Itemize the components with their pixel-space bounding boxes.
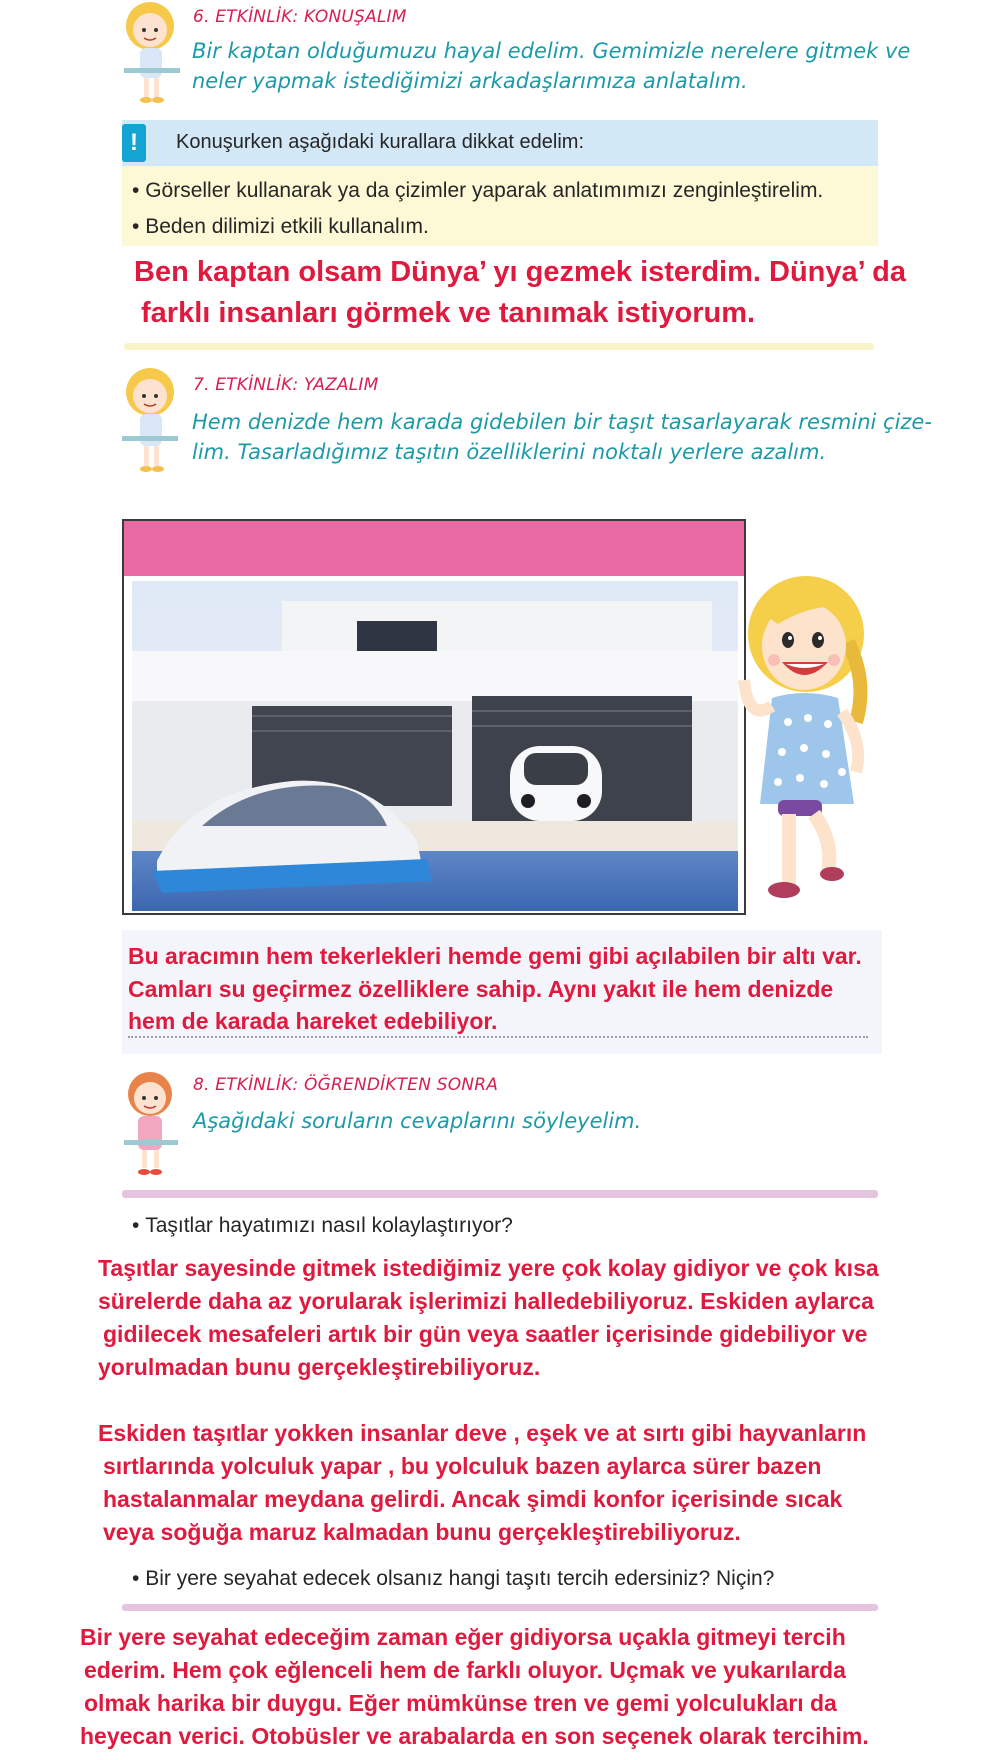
question2: • Bir yere seyahat edecek olsanız hangi taşıtı tercih edersiniz? Niçin? — [132, 1567, 775, 1590]
girl-mascot-icon — [116, 0, 186, 108]
pink-band — [124, 521, 744, 576]
activity7-title: 7. ETKİNLİK: YAZALIM — [193, 375, 379, 395]
girl-mascot-icon — [116, 366, 186, 478]
activity8-title: 8. ETKİNLİK: ÖĞRENDİKTEN SONRA — [193, 1075, 499, 1095]
answer1-line2: farklı insanları görmek ve tanımak istiyorum. — [141, 297, 756, 329]
answer2-line: Bu aracımın hem tekerlekleri hemde gemi gibi açılabilen bir altı var. — [128, 943, 862, 969]
vehicle-drawing-frame — [122, 519, 746, 915]
activity6-instruction-line2: neler yapmak istediğimizi arkadaşlarımıza anlatalım. — [192, 69, 748, 93]
activity8-instruction: Aşağıdaki soruların cevaplarını söyleyelim. — [193, 1109, 642, 1133]
answer4-line: Bir yere seyahat edeceğim zaman eğer gidiyorsa uçakla gitmeyi tercih — [80, 1624, 846, 1650]
answer4-line: heyecan verici. Otobüsler ve arabalarda en son seçenek olarak tercihim. — [80, 1723, 869, 1749]
dotted-writing-line — [128, 1036, 868, 1038]
question1-text: Taşıtlar hayatımızı nasıl kolaylaştırıyor? — [145, 1214, 513, 1237]
answer4-line: olmak harika bir duygu. Eğer mümkünse tren ve gemi yolculukları da — [84, 1690, 837, 1716]
activity7-instruction-line1: Hem denizde hem karada gidebilen bir taşıt tasarlayarak resmini çize- — [192, 410, 932, 434]
question1: • Taşıtlar hayatımızı nasıl kolaylaştırıyor? — [132, 1214, 513, 1237]
answer3-line: sürelerde daha az yorularak işlerimizi halledebiliyoruz. Eskiden aylarca — [98, 1288, 874, 1314]
rule-item-text: Görseller kullanarak ya da çizimler yaparak anlatımımızı zenginleştirelim. — [145, 179, 824, 202]
answer3-line: gidilecek mesafeleri artık bir gün veya saatler içerisinde gidebiliyor ve — [103, 1321, 868, 1347]
yellow-divider — [124, 343, 874, 350]
answer4-line: ederim. Hem çok eğlenceli hem de farklı oluyor. Uçmak ve yukarılarda — [84, 1657, 846, 1683]
amphibious-vehicle-photo — [132, 581, 738, 911]
pink-divider — [122, 1190, 878, 1198]
answer2-line: Camları su geçirmez özelliklere sahip. Aynı yakıt ile hem denizde — [128, 976, 834, 1002]
answer1-line1: Ben kaptan olsam Dünya’ yı gezmek isterdim. Dünya’ da — [134, 256, 906, 288]
rule-item: • Beden dilimizi etkili kullanalım. — [132, 215, 429, 238]
girl-character-icon — [738, 572, 874, 912]
answer3-line: veya soğuğa maruz kalmadan bunu gerçekleştirebiliyoruz. — [103, 1519, 741, 1545]
activity6-title: 6. ETKİNLİK: KONUŞALIM — [193, 7, 407, 27]
answer3-line: yorulmadan bunu gerçekleştirebiliyoruz. — [98, 1354, 541, 1380]
answer3-line: hastalanmalar meydana gelirdi. Ancak şimdi konfor içerisinde sıcak — [103, 1486, 843, 1512]
rule-item: • Görseller kullanarak ya da çizimler yaparak anlatımımızı zenginleştirelim. — [132, 179, 824, 202]
answer3-line: sırtlarında yolculuk yapar , bu yolculuk bazen aylarca sürer bazen — [103, 1453, 822, 1479]
rules-header: Konuşurken aşağıdaki kurallara dikkat edelim: — [176, 131, 584, 153]
question2-text: Bir yere seyahat edecek olsanız hangi taşıtı tercih edersiniz? Niçin? — [145, 1567, 775, 1590]
activity6-instruction-line1: Bir kaptan olduğumuzu hayal edelim. Gemimizle nerelere gitmek ve — [192, 39, 911, 63]
pink-divider — [122, 1604, 878, 1611]
exclamation-icon: ! — [122, 124, 146, 162]
girl-mascot-icon — [118, 1068, 184, 1180]
rule-item-text: Beden dilimizi etkili kullanalım. — [145, 215, 429, 238]
activity7-instruction-line2: lim. Tasarladığımız taşıtın özelliklerini noktalı yerlere azalım. — [192, 440, 827, 464]
answer2-line: hem de karada hareket edebiliyor. — [128, 1008, 498, 1034]
answer3-line: Eskiden taşıtlar yokken insanlar deve , eşek ve at sırtı gibi hayvanların — [98, 1420, 867, 1446]
answer3-line: Taşıtlar sayesinde gitmek istediğimiz yere çok kolay gidiyor ve çok kısa — [98, 1255, 879, 1281]
